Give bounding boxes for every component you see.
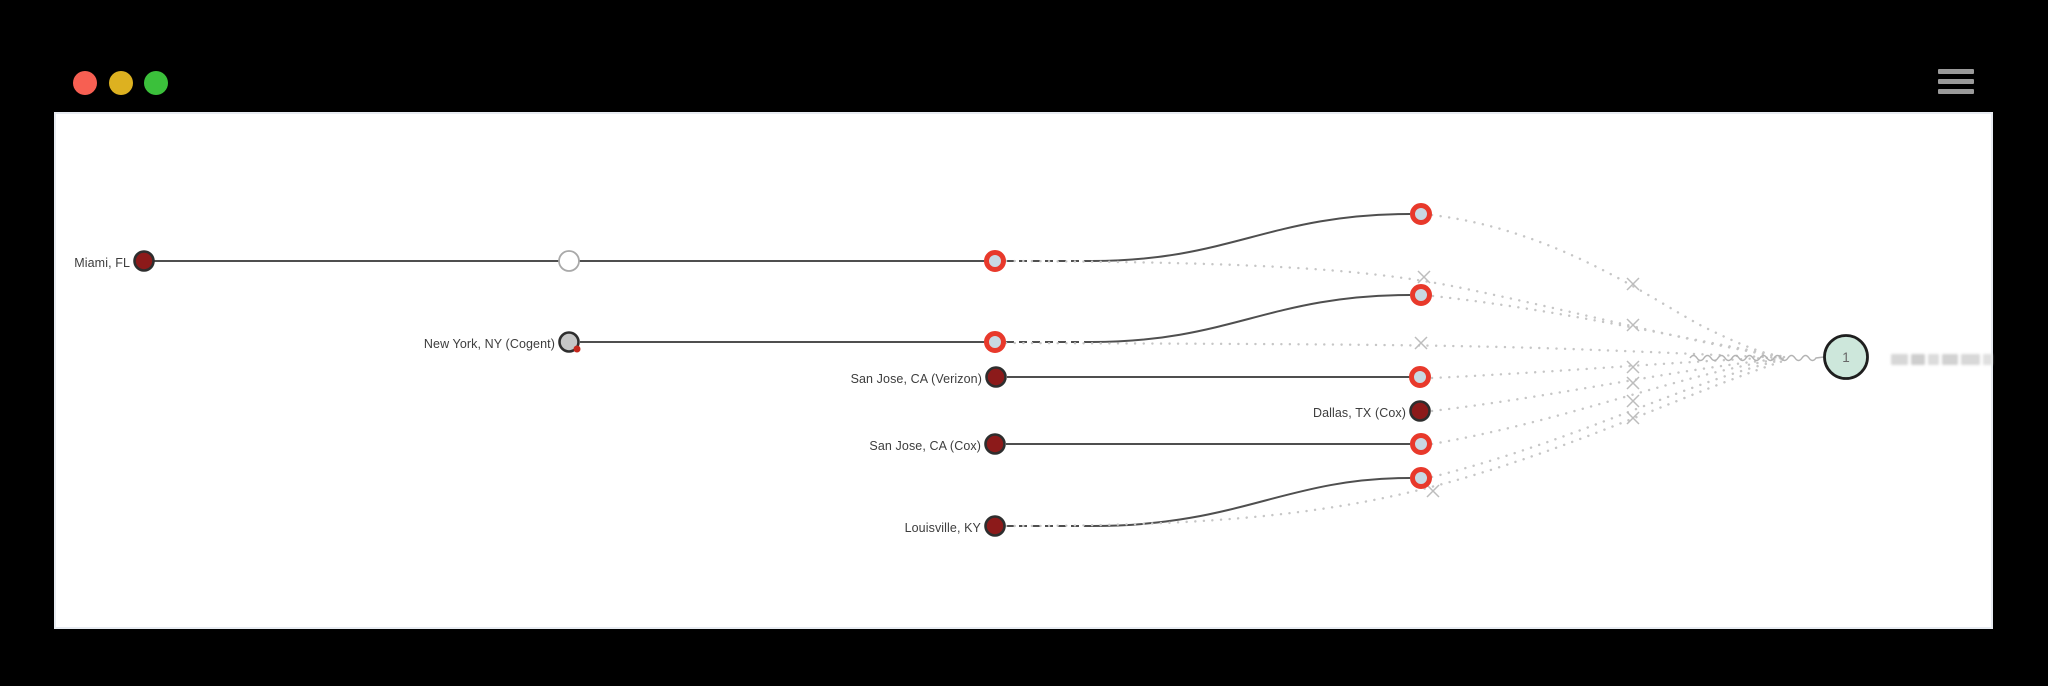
timeout-x-icon [1627, 377, 1639, 389]
node-louisville-source[interactable] [986, 517, 1005, 536]
minimize-window-button[interactable] [109, 71, 133, 95]
hop-label-miami: Miami, FL [74, 256, 130, 270]
zoom-window-button[interactable] [144, 71, 168, 95]
destination-hop-number: 1 [1842, 350, 1850, 365]
node-relay-3[interactable] [1412, 369, 1429, 386]
dotted-path-hop2 [1433, 296, 1786, 357]
dotted-path-dallas [1432, 358, 1786, 411]
node-relay-1[interactable] [1413, 206, 1430, 223]
node-relay-2[interactable] [1413, 287, 1430, 304]
timeout-x-icon [1627, 361, 1639, 373]
node-newyork-alert-dot [574, 346, 581, 353]
node-relay-5[interactable] [1413, 470, 1430, 487]
hamburger-icon [1938, 89, 1974, 94]
hop-label-sanjose-verizon: San Jose, CA (Verizon) [850, 372, 982, 386]
redacted-block [1983, 354, 1992, 365]
dotted-path-hop4 [1432, 358, 1786, 444]
path-miami-curve [1092, 214, 1410, 261]
redacted-destination-address [1891, 353, 1992, 366]
redacted-block [1911, 354, 1925, 365]
node-dallas-source[interactable] [1411, 402, 1430, 421]
node-sanjose-verizon-source[interactable] [987, 368, 1006, 387]
node-miami-exit[interactable] [987, 253, 1004, 270]
window-titlebar [0, 0, 2048, 112]
dotted-path-hop1 [1432, 215, 1786, 358]
dotted-path-newyork [1006, 343, 1786, 358]
hamburger-icon [1938, 69, 1974, 74]
redacted-block [1942, 354, 1958, 365]
timeout-x-icon [1627, 278, 1639, 290]
hamburger-icon [1938, 79, 1974, 84]
hop-label-dallas: Dallas, TX (Cox) [1312, 406, 1406, 420]
node-miami-intermediate[interactable] [559, 251, 579, 271]
node-sanjose-cox-source[interactable] [986, 435, 1005, 454]
diagram-canvas [54, 112, 1993, 629]
path-newyork-curve [1092, 295, 1410, 342]
redacted-block [1928, 354, 1939, 365]
hop-label-sanjose-cox: San Jose, CA (Cox) [869, 439, 981, 453]
redacted-block [1891, 354, 1908, 365]
traceroute-graph [54, 112, 1993, 629]
path-louisville-curve [1092, 478, 1410, 526]
node-miami-source[interactable] [135, 252, 154, 271]
node-newyork-exit[interactable] [987, 334, 1004, 351]
redacted-block [1961, 354, 1980, 365]
hamburger-menu-button[interactable] [1938, 69, 1974, 97]
dotted-path-hop5 [1432, 359, 1786, 477]
timeout-x-icon [1418, 271, 1430, 283]
timeout-x-icon [1415, 337, 1427, 349]
hop-label-newyork: New York, NY (Cogent) [423, 337, 555, 351]
dotted-path-miami [1006, 261, 1786, 358]
timeout-x-icon [1627, 395, 1639, 407]
node-relay-4[interactable] [1413, 436, 1430, 453]
close-window-button[interactable] [73, 71, 97, 95]
hop-label-louisville: Louisville, KY [904, 521, 981, 535]
